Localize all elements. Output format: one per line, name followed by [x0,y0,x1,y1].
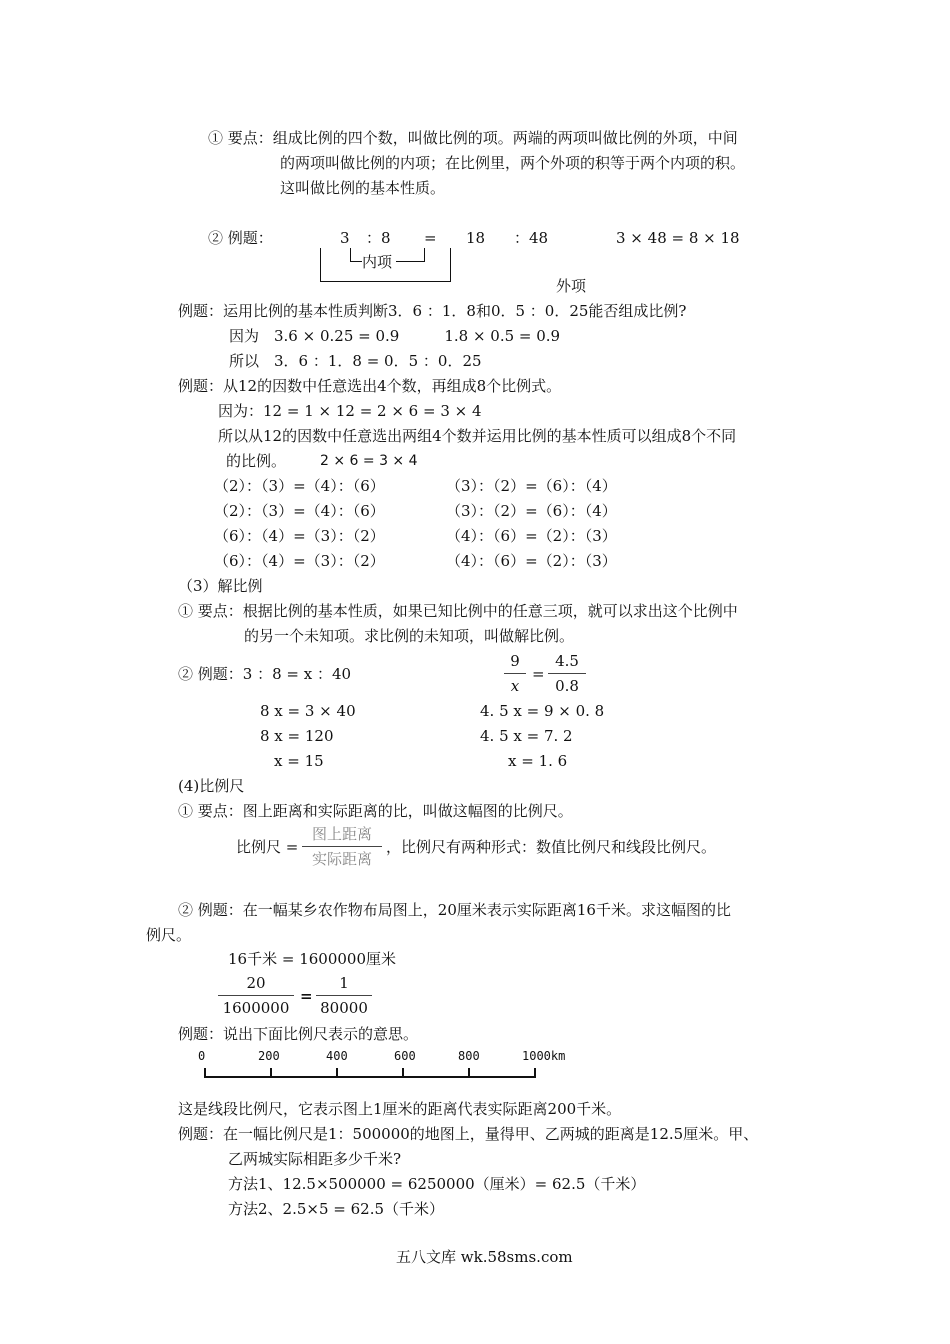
solve-right-step-2: 4. 5 x = 7. 2 [480,727,573,745]
method-1: 方法1、12.5×500000 = 6250000（厘米）= 62.5（千米） [228,1175,646,1193]
equals-sign: = [424,229,437,247]
fraction-denominator: 0.8 [555,677,579,695]
scale-tick-200 [270,1068,272,1078]
proportion-row-2-right: （3）：（2）=（6）：（4） [446,502,617,520]
proportion-row-1-right: （3）：（2）=（6）：（4） [446,477,617,495]
outer-terms-label: 外项 [556,277,587,295]
scale-tick-label-200: 200 [258,1049,280,1063]
fraction-numerator: 1 [339,974,349,992]
fraction-denominator: 实际距离 [311,850,372,868]
example-factors-product: 2 × 6 = 3 × 4 [320,453,418,469]
outer-bracket-bottom [320,281,451,282]
fraction-denominator: 80000 [320,999,368,1017]
solve-right-step-1: 4. 5 x = 9 × 0. 8 [480,702,605,720]
outer-bracket-left [320,248,321,282]
solve-right-step-3: x = 1. 6 [508,752,568,770]
fraction-numerator: 4.5 [555,652,579,670]
term-a: 3 [340,229,350,247]
fraction-numerator: 9 [510,652,520,670]
term-c: 18 [466,229,486,247]
fraction-denominator: x [510,677,520,695]
scale-tick-0 [204,1068,206,1078]
example-judge-because: 因为 3.6 × 0.25 = 0.9 1.8 × 0.5 = 0.9 [229,327,561,345]
term-b: ：8 [366,229,391,247]
example-judge-therefore: 所以 3．6 ：1．8 = 0．5 ：0．25 [229,352,482,370]
fraction-1-over-80000 [316,972,372,1019]
solve-left-step-1: 8 x = 3 × 40 [260,702,356,720]
fraction-denominator: 1600000 [222,999,290,1017]
solve-proportion-title: （3）解比例 [178,577,263,595]
solve-example: ② 例题：3 ：8 = x ：40 [178,665,352,683]
fraction-bar [548,673,586,674]
example-factors-because: 因为：12 = 1 × 12 = 2 × 6 = 3 × 4 [218,402,482,420]
solve-left-step-3: x = 15 [274,752,324,770]
fraction-20-over-1600000 [218,972,294,1019]
scale-title: (4)比例尺 [178,777,245,795]
point-line-2: 的两项叫做比例的内项；在比例里，两个外项的积等于两个内项的积。 [280,154,746,172]
scale-tick-label-0: 0 [198,1049,206,1063]
scale-example-line-1: ② 例题：在一幅某乡农作物布局图上，20厘米表示实际距离16千米。求这幅图的比 [178,901,731,919]
proportion-row-4-left: （6）：（4）=（3）：（2） [214,552,385,570]
example-judge-question: 例题：运用比例的基本性质判断3．6 ：1．8和0．5 ：0．25能否组成比例? [178,302,687,320]
proportion-row-1-left: （2）：（3）=（4）：（6） [214,477,385,495]
fraction-bar [316,995,372,996]
fraction-numerator: 图上距离 [311,825,372,843]
proportion-row-3-left: （6）：（4）=（3）：（2） [214,527,385,545]
scale-tick-label-600: 600 [394,1049,416,1063]
fraction-bar [302,846,382,847]
distance-question-line-1: 例题：在一幅比例尺是1：500000的地图上，量得甲、乙两城的距离是12.5厘米。甲、 [178,1125,759,1143]
scale-tick-400 [336,1068,338,1078]
inner-bracket-right [424,248,425,262]
scale-bar-explanation: 这是线段比例尺，它表示图上1厘米的距离代表实际距离200千米。 [178,1100,622,1118]
solve-left-step-2: 8 x = 120 [260,727,334,745]
proportion-row-3-right: （4）：（6）=（2）：（3） [446,527,617,545]
outer-bracket-right [450,248,451,282]
line-scale-bar [196,1046,576,1082]
solve-point-line-2: 的另一个未知项。求比例的未知项，叫做解比例。 [244,627,575,645]
scale-tick-600 [402,1068,404,1078]
proportion-row-4-right: （4）：（6）=（2）：（3） [446,552,617,570]
fraction-bar [218,995,294,996]
scale-formula-rest: ，比例尺有两种形式：数值比例尺和线段比例尺。 [386,838,717,856]
inner-terms-label: 内项 [362,253,393,271]
example-factors-cont: 的比例。 [226,452,287,470]
point-line-1: ① 要点：组成比例的四个数，叫做比例的项。两端的两项叫做比例的外项，中间 [208,129,738,147]
scale-tick-label-400: 400 [326,1049,348,1063]
fraction-equals: = [532,665,545,683]
inner-bracket-bottom-right [396,261,425,262]
inner-bracket-bottom-left [350,261,362,262]
fraction-equals: = [300,987,313,1005]
point-line-3: 这叫做比例的基本性质。 [280,179,446,197]
product-equation: 3 × 48 = 8 × 18 [616,229,740,247]
proportion-row-2-left: （2）：（3）=（4）：（6） [214,502,385,520]
scale-bar-question: 例题：说出下面比例尺表示的意思。 [178,1025,419,1043]
scale-formula-fraction [302,823,382,870]
scale-tick-800 [468,1068,470,1078]
inner-bracket-left [350,248,351,262]
fraction-9-over-x [504,650,526,697]
fraction-4.5-over-0.8 [548,650,586,697]
scale-baseline [204,1076,536,1078]
scale-tick-label-800: 800 [458,1049,480,1063]
scale-formula-lhs: 比例尺 = [236,838,299,856]
fraction-numerator: 20 [246,974,266,992]
method-2: 方法2、2.5×5 = 62.5（千米） [228,1200,445,1218]
scale-point: ① 要点：图上距离和实际距离的比，叫做这幅图的比例尺。 [178,802,573,820]
example-label: ② 例题： [208,229,273,247]
distance-question-line-2: 乙两城实际相距多少千米? [228,1150,402,1168]
example-factors-question: 例题：从12的因数中任意选出4个数，再组成8个比例式。 [178,377,562,395]
unit-conversion: 16千米 = 1600000厘米 [228,950,396,968]
scale-tick-label-1000km: 1000km [522,1049,566,1063]
fraction-bar [504,673,526,674]
footer-watermark: 五八文库 wk.58sms.com [396,1248,573,1266]
solve-point-line-1: ① 要点：根据比例的基本性质，如果已知比例中的任意三项，就可以求出这个比例中 [178,602,738,620]
term-d: ：48 [514,229,549,247]
example-factors-therefore: 所以从12的因数中任意选出两组4个数并运用比例的基本性质可以组成8个不同 [218,427,737,445]
scale-tick-1000 [534,1068,536,1078]
scale-example-line-2: 例尺。 [146,926,192,944]
